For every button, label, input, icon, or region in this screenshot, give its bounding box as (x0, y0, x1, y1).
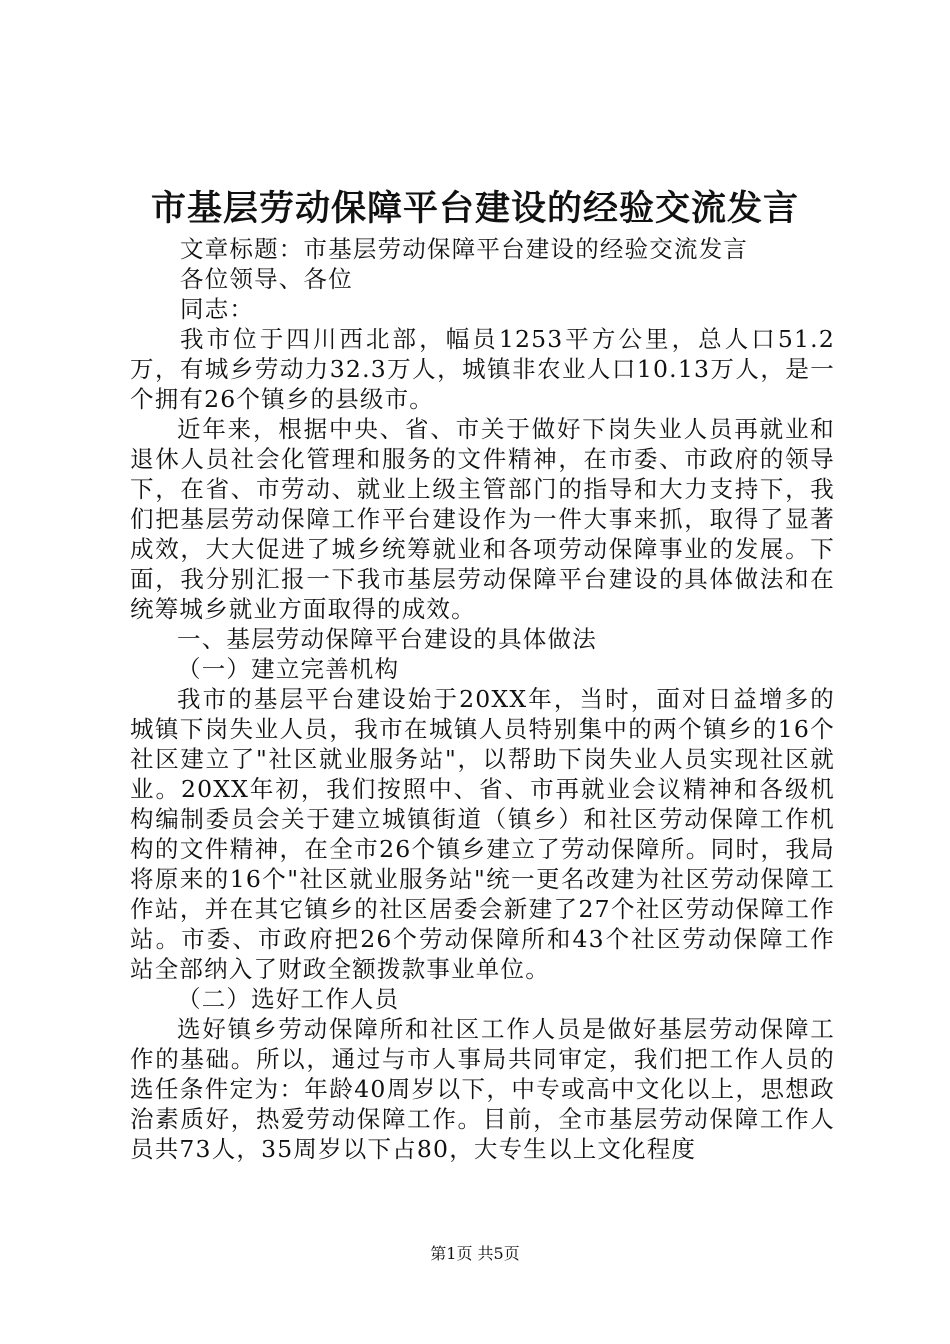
article-title-line: 文章标题：市基层劳动保障平台建设的经验交流发言 (180, 235, 749, 263)
document-title: 市基层劳动保障平台建设的经验交流发言 (150, 188, 799, 229)
body-paragraph: 选好镇乡劳动保障所和社区工作人员是做好基层劳动保障工作的基础。所以，通过与市人事局共同审定，我们把工作人员的选任条件定为：年龄40周岁以下，中专或高中文化以上，思想政治素质好，热爱劳动保障工作。目前，全市基层劳动保障工作人员共73人，35周岁以下占80，大专生以上文化程度 (130, 1015, 835, 1163)
subsection-heading: （一）建立完善机构 (177, 655, 400, 683)
body-paragraph: 近年来，根据中央、省、市关于做好下岗失业人员再就业和退休人员社会化管理和服务的文件精神，在市委、市政府的领导下，在省、市劳动、就业上级主管部门的指导和大力支持下，我们把基层劳动保障工作平台建设作为一件大事来抓，取得了显著成效，大大促进了城乡统筹就业和各项劳动保障事业的发展。下面，我分别汇报一下我市基层劳动保障平台建设的具体做法和在统筹城乡就业方面取得的成效。 (130, 415, 835, 623)
subsection-heading: （二）选好工作人员 (177, 985, 400, 1013)
document-body (130, 234, 835, 1164)
body-paragraph: 我市位于四川西北部，幅员1253平方公里，总人口51.2万，有城乡劳动力32.3万人，城镇非农业人口10.13万人，是一个拥有26个镇乡的县级市。 (130, 325, 835, 413)
section-heading: 一、基层劳动保障平台建设的具体做法 (177, 625, 597, 653)
body-paragraph: 我市的基层平台建设始于20XX年，当时，面对日益增多的城镇下岗失业人员，我市在城镇人员特别集中的两个镇乡的16个社区建立了"社区就业服务站"，以帮助下岗失业人员实现社区就业。20XX年初，我们按照中、省、市再就业会议精神和各级机构编制委员会关于建立城镇街道（镇乡）和社区劳动保障工作机构的文件精神，在全市26个镇乡建立了劳动保障所。同时，我局将原来的16个"社区就业服务站"统一更名改建为社区劳动保障工作站，并在其它镇乡的社区居委会新建了27个社区劳动保障工作站。市委、市政府把26个劳动保障所和43个社区劳动保障工作站全部纳入了财政全额拨款事业单位。 (130, 685, 835, 983)
salutation-line: 各位领导、各位 (180, 265, 353, 293)
page-number-footer: 第1页 共5页 (430, 1244, 520, 1263)
salutation-line-2: 同志： (180, 295, 255, 323)
